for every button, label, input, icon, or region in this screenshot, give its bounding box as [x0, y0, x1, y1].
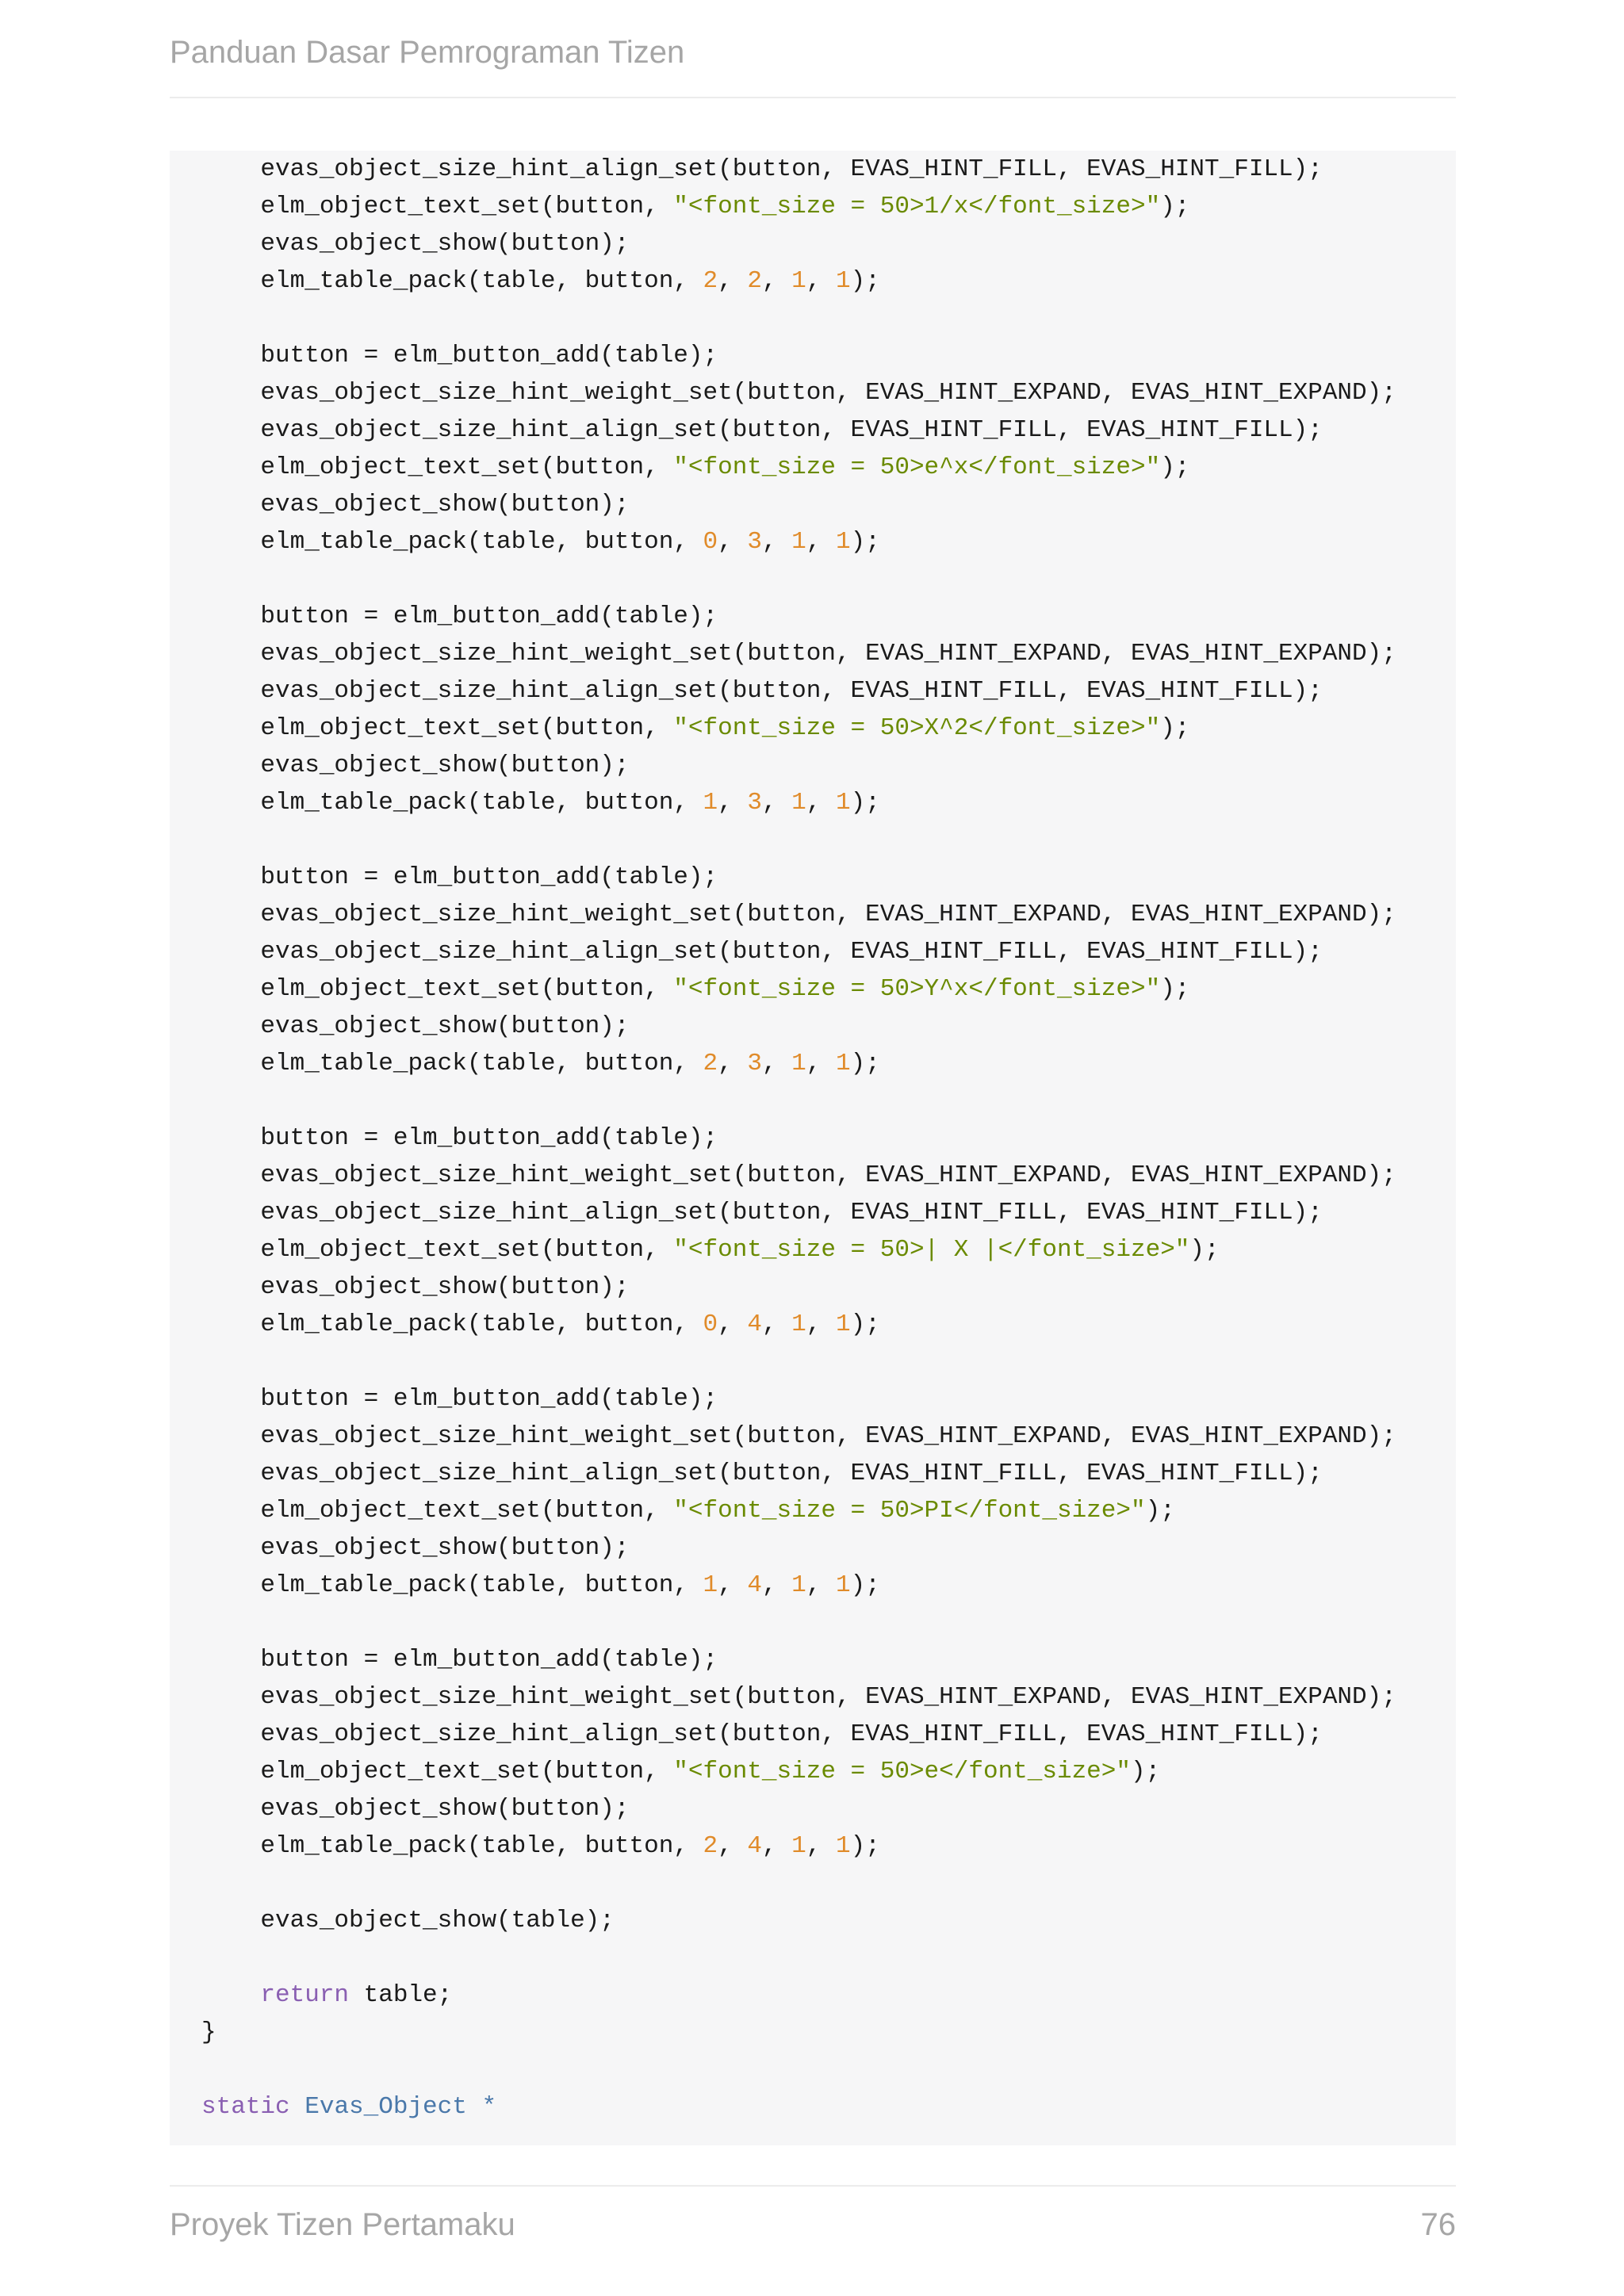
code-block: [170, 151, 1456, 2145]
code-token: ,: [718, 1571, 748, 1599]
code-token: ,: [761, 1571, 792, 1599]
code-token: elm_object_text_set(button,: [201, 714, 674, 742]
code-token: [467, 2093, 482, 2121]
code-line: [201, 1790, 1396, 1827]
code-token: );: [850, 528, 880, 556]
code-token: );: [850, 1050, 880, 1077]
code-token: evas_object_size_hint_weight_set(button, EVAS_HINT_EXPAND, EVAS_HINT_EXPAND);: [201, 1422, 1396, 1450]
code-token: elm_table_pack(table, button,: [201, 528, 703, 556]
code-token: button = elm_button_add(table);: [201, 1385, 718, 1413]
code-line: [201, 1119, 1396, 1157]
code-token: );: [1131, 1758, 1161, 1785]
code-line: [201, 1902, 1396, 1939]
code-line: [201, 635, 1396, 672]
footer-book-title: Proyek Tizen Pertamaku: [170, 2207, 515, 2242]
code-line: [201, 225, 1396, 262]
code-line: [201, 1455, 1396, 1492]
code-token: );: [850, 267, 880, 295]
code-token: evas_object_size_hint_align_set(button, EVAS_HINT_FILL, EVAS_HINT_FILL);: [201, 1199, 1323, 1226]
code-token-str: "<font_size = 50>Y^x</font_size>": [673, 975, 1161, 1003]
code-token: elm_object_text_set(button,: [201, 1497, 674, 1525]
code-line: [201, 2014, 1396, 2051]
code-token: ,: [806, 1050, 836, 1077]
code-token-num: 3: [747, 1050, 762, 1077]
code-line: [201, 1194, 1396, 1231]
footer-divider: [170, 2185, 1456, 2187]
code-token-num: 1: [836, 267, 851, 295]
code-line: [201, 1678, 1396, 1716]
code-token: );: [1160, 193, 1190, 220]
code-token: evas_object_show(button);: [201, 1795, 630, 1823]
code-token-num: 1: [836, 789, 851, 817]
code-token: button = elm_button_add(table);: [201, 1124, 718, 1152]
code-line: [201, 933, 1396, 970]
code-token: evas_object_show(button);: [201, 491, 630, 519]
code-token: ,: [806, 1832, 836, 1860]
code-token-num: 0: [703, 1311, 718, 1338]
code-line: [201, 1492, 1396, 1529]
header-divider: [170, 97, 1456, 98]
code-token: elm_table_pack(table, button,: [201, 1050, 703, 1077]
code-token: elm_table_pack(table, button,: [201, 1832, 703, 1860]
code-token-num: 4: [747, 1311, 762, 1338]
code-token: ,: [761, 528, 792, 556]
code-token: ,: [806, 789, 836, 817]
code-token-str: "<font_size = 50>e</font_size>": [673, 1758, 1131, 1785]
code-line: [201, 1269, 1396, 1306]
code-token: );: [1160, 975, 1190, 1003]
code-token: ,: [806, 528, 836, 556]
code-line: [201, 1716, 1396, 1753]
code-token: button = elm_button_add(table);: [201, 1646, 718, 1674]
running-header-title: Panduan Dasar Pemrograman Tizen: [170, 35, 685, 70]
code-line: [201, 1231, 1396, 1269]
code-line: [201, 561, 1396, 598]
code-token: [290, 2093, 305, 2121]
code-token-num: 1: [791, 1050, 806, 1077]
code-line: [201, 1045, 1396, 1082]
code-line: [201, 486, 1396, 523]
code-line: [201, 188, 1396, 225]
code-token-num: 1: [836, 1311, 851, 1338]
code-token-num: 1: [791, 267, 806, 295]
code-token-num: 1: [836, 1571, 851, 1599]
code-token: table;: [349, 1981, 453, 2009]
code-token-str: "<font_size = 50>e^x</font_size>": [673, 453, 1161, 481]
code-token: evas_object_show(table);: [201, 1907, 615, 1934]
code-token: button = elm_button_add(table);: [201, 342, 718, 369]
code-token: ,: [806, 1311, 836, 1338]
code-token-num: 1: [836, 528, 851, 556]
code-token: elm_table_pack(table, button,: [201, 1571, 703, 1599]
code-token-num: 4: [747, 1832, 762, 1860]
code-line: [201, 598, 1396, 635]
code-line: [201, 672, 1396, 710]
code-token: elm_object_text_set(button,: [201, 193, 674, 220]
code-token: elm_object_text_set(button,: [201, 1236, 674, 1264]
code-token-num: 1: [791, 1311, 806, 1338]
code-token: evas_object_show(button);: [201, 1273, 630, 1301]
code-line: [201, 1008, 1396, 1045]
code-token: evas_object_size_hint_align_set(button, EVAS_HINT_FILL, EVAS_HINT_FILL);: [201, 155, 1323, 183]
code-token: );: [850, 789, 880, 817]
code-token: [201, 1981, 260, 2009]
code-token: evas_object_size_hint_align_set(button, EVAS_HINT_FILL, EVAS_HINT_FILL);: [201, 677, 1323, 705]
code-token-num: 2: [747, 267, 762, 295]
code-token-kw: static: [201, 2093, 290, 2121]
code-token: ,: [761, 1311, 792, 1338]
code-token: ,: [761, 267, 792, 295]
code-line: [201, 1827, 1396, 1865]
code-line: [201, 1939, 1396, 1976]
code-token-num: 1: [836, 1832, 851, 1860]
code-line: [201, 151, 1396, 188]
code-line: [201, 1343, 1396, 1380]
code-token: ,: [718, 267, 748, 295]
code-line: [201, 523, 1396, 561]
code-line: [201, 710, 1396, 747]
code-token-num: 1: [791, 789, 806, 817]
code-token: }: [201, 2019, 216, 2046]
code-token: evas_object_size_hint_weight_set(button, EVAS_HINT_EXPAND, EVAS_HINT_EXPAND);: [201, 1683, 1396, 1711]
code-line: [201, 1157, 1396, 1194]
code-line: [201, 784, 1396, 821]
page-number: 76: [1420, 2207, 1456, 2242]
code-line: [201, 1604, 1396, 1641]
code-line: [201, 1306, 1396, 1343]
code-line: [201, 970, 1396, 1008]
code-line: [201, 1865, 1396, 1902]
code-token-str: "<font_size = 50>| X |</font_size>": [673, 1236, 1190, 1264]
code-line: [201, 859, 1396, 896]
code-token: elm_object_text_set(button,: [201, 975, 674, 1003]
code-token: );: [1145, 1497, 1175, 1525]
code-token-str: "<font_size = 50>PI</font_size>": [673, 1497, 1146, 1525]
code-token-num: 3: [747, 789, 762, 817]
code-line: [201, 411, 1396, 449]
code-token: evas_object_show(button);: [201, 230, 630, 258]
code-token: );: [850, 1311, 880, 1338]
code-token: ,: [761, 789, 792, 817]
code-token-num: 1: [703, 789, 718, 817]
code-token-num: 4: [747, 1571, 762, 1599]
code-token: );: [850, 1832, 880, 1860]
code-token: button = elm_button_add(table);: [201, 863, 718, 891]
code-token: evas_object_size_hint_align_set(button, EVAS_HINT_FILL, EVAS_HINT_FILL);: [201, 416, 1323, 444]
code-line: [201, 1418, 1396, 1455]
code-token-str: "<font_size = 50>1/x</font_size>": [673, 193, 1161, 220]
code-line: [201, 1082, 1396, 1119]
code-token: );: [1189, 1236, 1220, 1264]
code-token: ,: [806, 267, 836, 295]
code-line: [201, 747, 1396, 784]
code-token-num: 2: [703, 1832, 718, 1860]
code-line: [201, 1380, 1396, 1418]
code-line: [201, 1976, 1396, 2014]
code-line: [201, 449, 1396, 486]
code-line: [201, 262, 1396, 300]
code-token: ,: [718, 528, 748, 556]
code-line: [201, 2051, 1396, 2088]
code-token: ,: [718, 1050, 748, 1077]
code-token-num: 1: [791, 528, 806, 556]
code-token: ,: [806, 1571, 836, 1599]
code-token-op: *: [481, 2093, 497, 2121]
code-token: ,: [761, 1832, 792, 1860]
code-token-num: 1: [836, 1050, 851, 1077]
code-token-num: 3: [747, 528, 762, 556]
code-token: elm_object_text_set(button,: [201, 1758, 674, 1785]
code-line: [201, 1567, 1396, 1604]
code-line: [201, 1753, 1396, 1790]
code-line: [201, 1641, 1396, 1678]
code-token-num: 1: [703, 1571, 718, 1599]
code-line: [201, 1529, 1396, 1567]
code-token: evas_object_size_hint_weight_set(button, EVAS_HINT_EXPAND, EVAS_HINT_EXPAND);: [201, 640, 1396, 668]
code-line: [201, 821, 1396, 859]
code-token-num: 1: [791, 1832, 806, 1860]
code-token-num: 1: [791, 1571, 806, 1599]
code-line: [201, 300, 1396, 337]
code-token: evas_object_size_hint_align_set(button, EVAS_HINT_FILL, EVAS_HINT_FILL);: [201, 1720, 1323, 1748]
code-token-num: 2: [703, 1050, 718, 1077]
code-token: button = elm_button_add(table);: [201, 603, 718, 630]
code-token: ,: [718, 1832, 748, 1860]
code-lines: [201, 151, 1396, 2126]
code-token: ,: [718, 789, 748, 817]
code-token: ,: [761, 1050, 792, 1077]
code-token: elm_table_pack(table, button,: [201, 789, 703, 817]
code-token-str: "<font_size = 50>X^2</font_size>": [673, 714, 1161, 742]
code-token: evas_object_size_hint_weight_set(button, EVAS_HINT_EXPAND, EVAS_HINT_EXPAND);: [201, 1161, 1396, 1189]
code-token: );: [1160, 714, 1190, 742]
code-token: ,: [718, 1311, 748, 1338]
code-line: [201, 2088, 1396, 2126]
code-token: evas_object_show(button);: [201, 1012, 630, 1040]
code-token: evas_object_show(button);: [201, 1534, 630, 1562]
code-token-type: Evas_Object: [304, 2093, 467, 2121]
code-token: evas_object_size_hint_align_set(button, EVAS_HINT_FILL, EVAS_HINT_FILL);: [201, 1460, 1323, 1487]
code-token: evas_object_show(button);: [201, 752, 630, 779]
code-token-num: 2: [703, 267, 718, 295]
code-token: evas_object_size_hint_align_set(button, EVAS_HINT_FILL, EVAS_HINT_FILL);: [201, 938, 1323, 966]
code-token-num: 0: [703, 528, 718, 556]
code-line: [201, 896, 1396, 933]
code-token-kw: return: [260, 1981, 350, 2009]
code-line: [201, 374, 1396, 411]
code-token: elm_table_pack(table, button,: [201, 267, 703, 295]
code-token: evas_object_size_hint_weight_set(button, EVAS_HINT_EXPAND, EVAS_HINT_EXPAND);: [201, 379, 1396, 407]
code-line: [201, 337, 1396, 374]
code-token: evas_object_size_hint_weight_set(button, EVAS_HINT_EXPAND, EVAS_HINT_EXPAND);: [201, 901, 1396, 928]
code-token: elm_table_pack(table, button,: [201, 1311, 703, 1338]
code-token: );: [850, 1571, 880, 1599]
code-token: );: [1160, 453, 1190, 481]
code-token: elm_object_text_set(button,: [201, 453, 674, 481]
